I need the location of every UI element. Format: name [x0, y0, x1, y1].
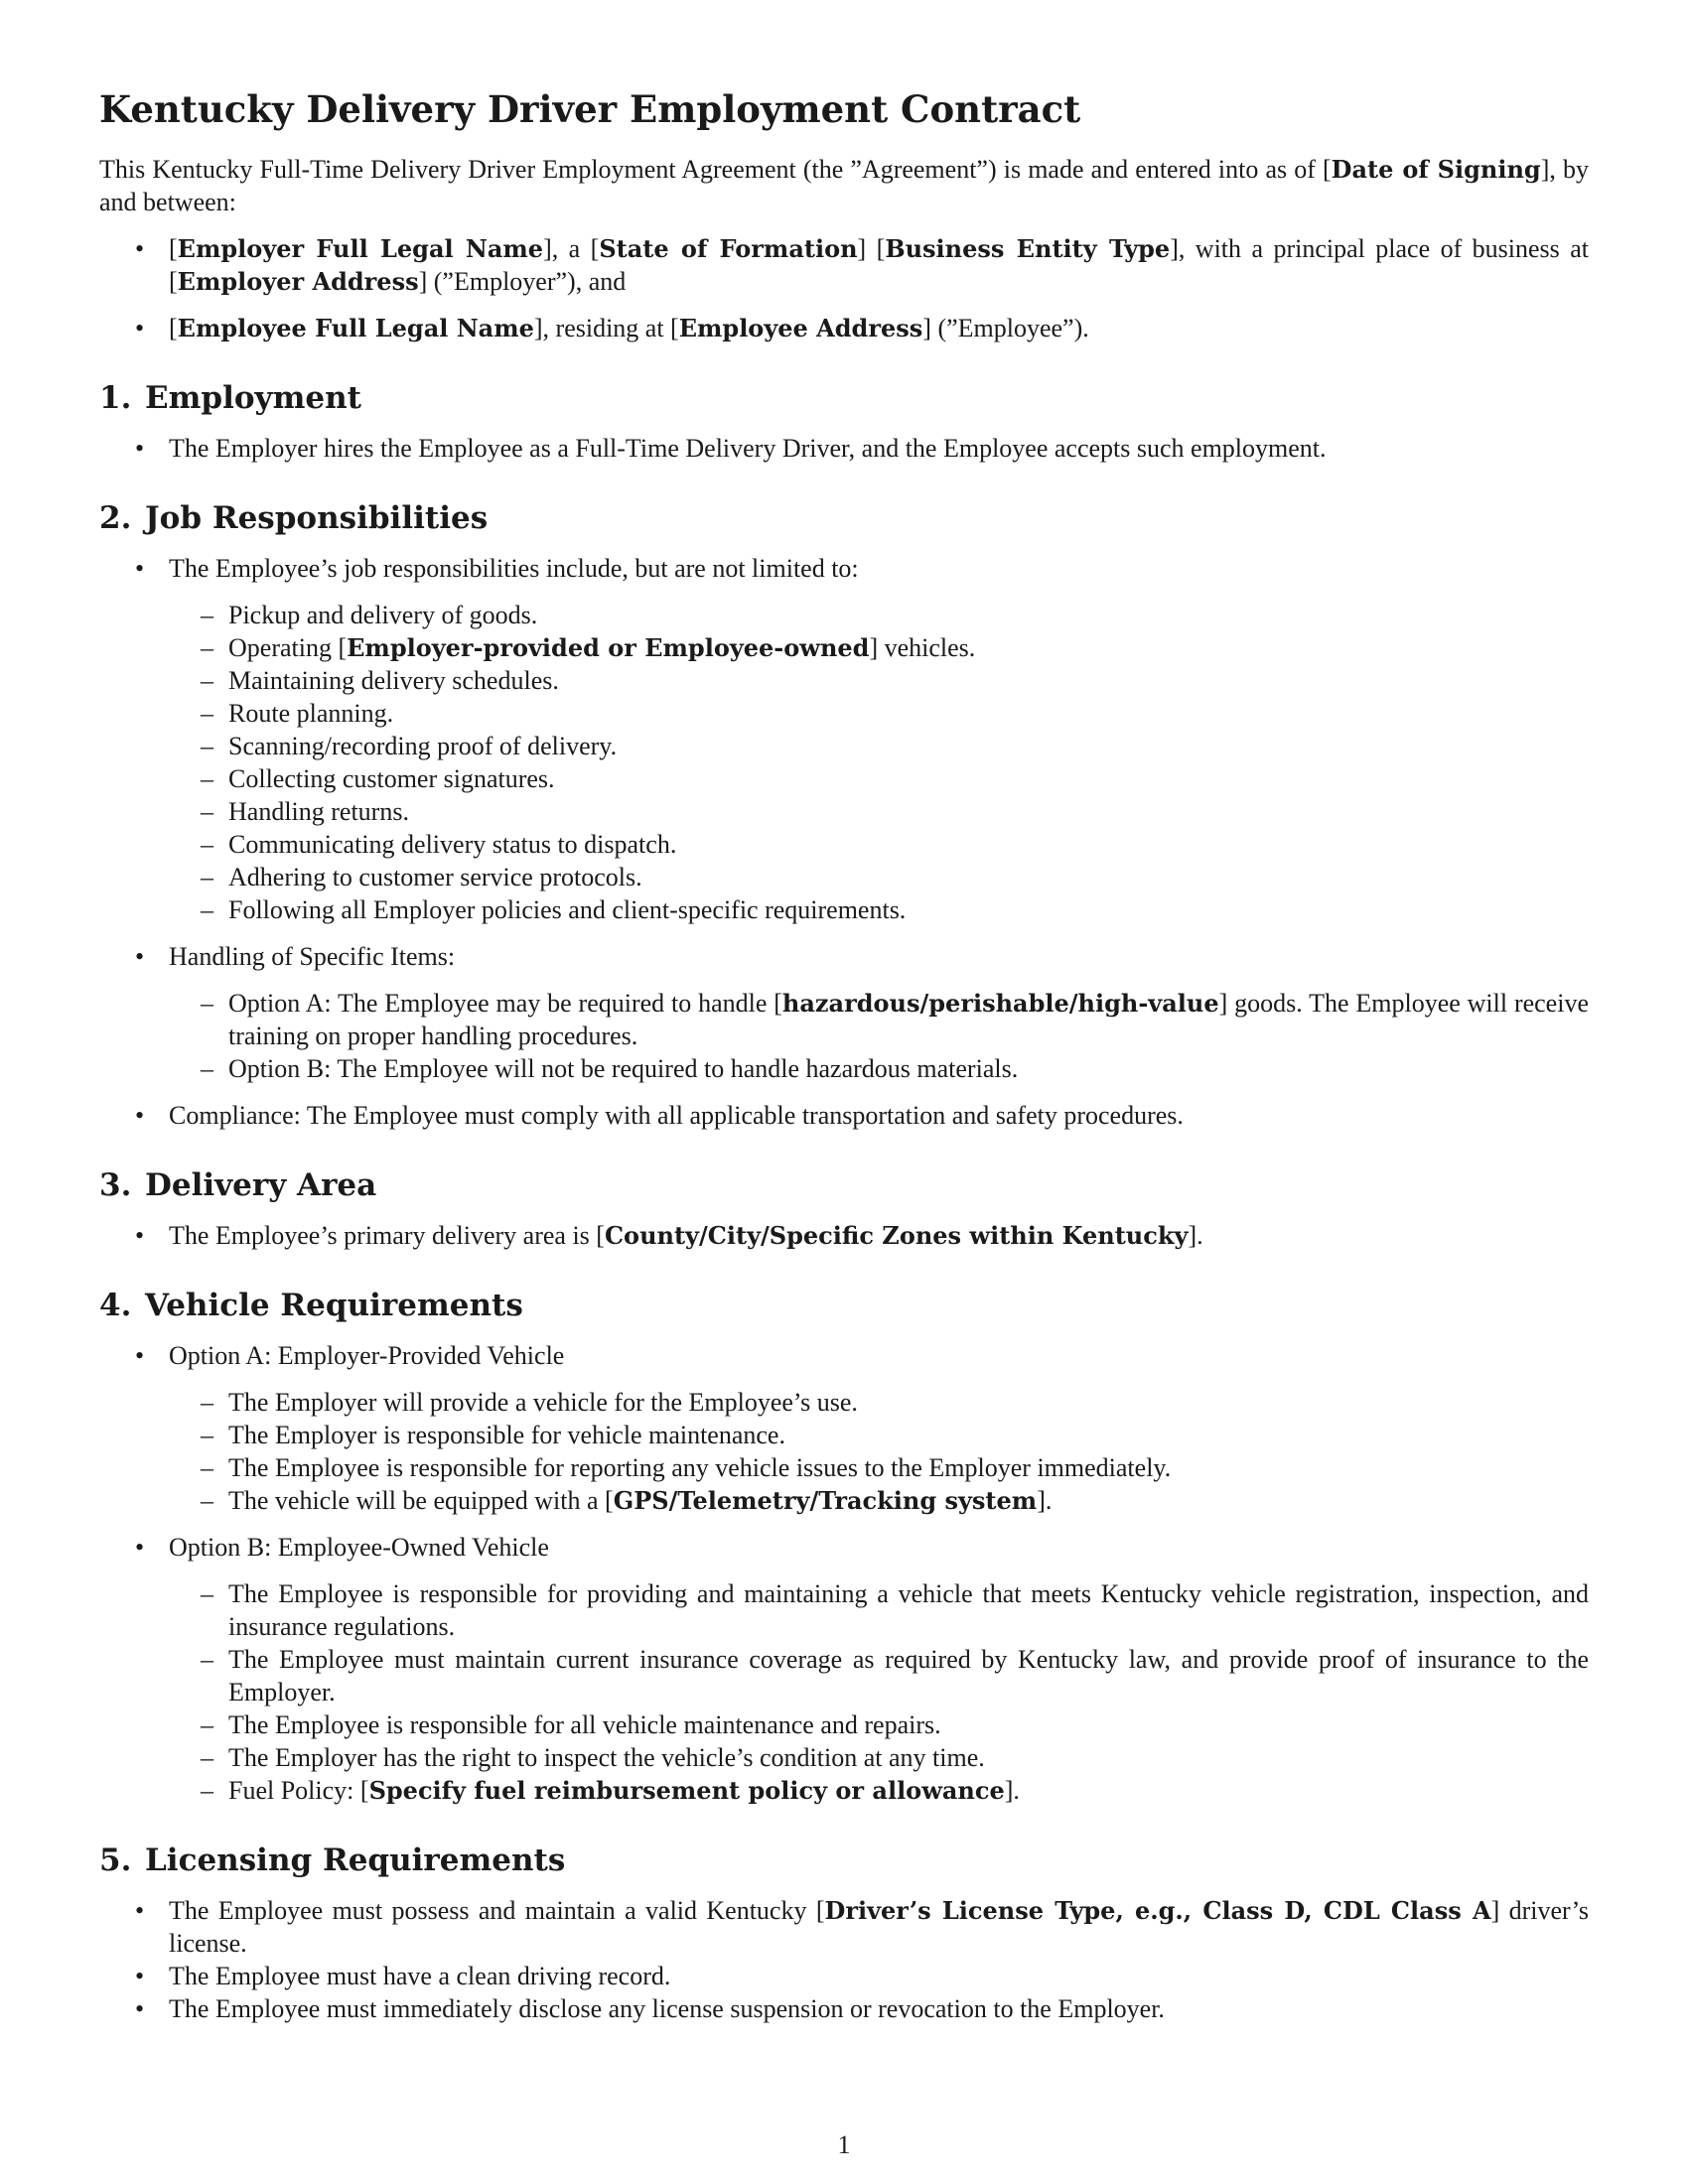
section-number: 2. [99, 500, 132, 537]
section-heading-job-responsibilities [99, 498, 1589, 538]
text: ]. [1188, 1221, 1203, 1251]
sub-item-text: – Maintaining delivery schedules. [228, 666, 559, 696]
sub-list-item [169, 893, 1589, 926]
list-item [99, 1894, 1589, 1960]
intro-text: This Kentucky Full-Time Delivery Driver Employment Agreement (the ”Agreement”) is made and entered into as of [ [99, 155, 1332, 185]
sub-item-text: – Pickup and delivery of goods. [228, 601, 538, 630]
sub-item-text: – The Employee must maintain current insurance coverage as required by Kentucky law, and provide proof of insurance to the Employer. [228, 1645, 1589, 1707]
text: ]. [1037, 1486, 1053, 1516]
entity-placeholder: Business Entity Type [885, 234, 1171, 264]
intro-paragraph [99, 153, 1589, 218]
sub-list-item [169, 1577, 1589, 1643]
section-heading-licensing-requirements [99, 1841, 1589, 1880]
list-item-text: • The Employee must immediately disclose any license suspension or revocation to the Employer. [169, 1994, 1165, 2024]
document-title: Kentucky Delivery Driver Employment Contract [99, 87, 1081, 131]
section-title: Job Responsibilities [145, 500, 489, 537]
sub-list-item [169, 1419, 1589, 1451]
text: The vehicle will be equipped with a [ [228, 1486, 614, 1516]
text: ] (”Employer”), and [418, 267, 627, 297]
sub-item-text: – The Employee is responsible for providing and maintaining a vehicle that meets Kentucky vehicle registration, inspection, and insurance regulations. [228, 1579, 1589, 1642]
state-placeholder: State of Formation [599, 234, 858, 264]
sub-list-item [169, 1451, 1589, 1484]
sub-list-item [169, 1741, 1589, 1774]
list-item [99, 432, 1589, 465]
sub-list-item [169, 1386, 1589, 1419]
employer-address-placeholder: Employer Address [177, 267, 419, 297]
text: ] goods. The Employee will receive training on proper handling procedures. [228, 989, 1589, 1051]
list-item-text: • Option B: Employee-Owned Vehicle [169, 1533, 549, 1563]
section-title: Vehicle Requirements [145, 1288, 523, 1324]
section-3-list [99, 1219, 1589, 1252]
option-b-list [169, 1577, 1589, 1807]
sub-list-item [169, 697, 1589, 730]
list-item-text: • The Employer hires the Employee as a Full-Time Delivery Driver, and the Employee accepts such employment. [169, 434, 1327, 464]
sub-list-item [169, 861, 1589, 893]
sub-list-item [169, 1484, 1589, 1517]
sub-list-item [169, 730, 1589, 762]
sub-list-item [169, 828, 1589, 861]
section-title: Licensing Requirements [145, 1843, 566, 1879]
page-number: 1 [837, 2130, 851, 2159]
text: ] driver’s license. [169, 1896, 1589, 1959]
sub-list-item [169, 631, 1589, 664]
sub-item-text: – Route planning. [228, 699, 394, 729]
sub-item-text: – Following all Employer policies and client-specific requirements. [228, 895, 907, 925]
sub-item-text: – Scanning/recording proof of delivery. [228, 732, 618, 761]
sub-item-text: – The Employer is responsible for vehicle maintenance. [228, 1421, 785, 1450]
section-number: 3. [99, 1167, 132, 1204]
section-4-list [99, 1339, 1589, 1807]
text: The Employee must possess and maintain a valid Kentucky [ [169, 1896, 825, 1926]
list-item [99, 552, 1589, 926]
list-item [99, 1992, 1589, 2025]
sub-item-text: – The Employer has the right to inspect the vehicle’s condition at any time. [228, 1743, 985, 1773]
list-item [99, 1099, 1589, 1132]
section-title: Delivery Area [145, 1167, 377, 1204]
list-item-text: • Compliance: The Employee must comply with all applicable transportation and safety procedures. [169, 1101, 1184, 1131]
section-number: 5. [99, 1843, 132, 1879]
list-item [99, 1219, 1589, 1252]
date-placeholder: Date of Signing [1331, 155, 1541, 185]
sub-item-text: – Option B: The Employee will not be required to handle hazardous materials. [228, 1054, 1019, 1084]
sub-item-text: – Handling returns. [228, 797, 409, 827]
text: ] vehicles. [869, 633, 976, 663]
list-item [99, 1339, 1589, 1517]
section-heading-vehicle-requirements [99, 1286, 1589, 1325]
vehicle-placeholder: Employer-provided or Employee-owned [347, 633, 870, 663]
text: [ [169, 314, 178, 343]
document-page [99, 87, 1589, 2025]
text: ] [ [857, 234, 886, 264]
goods-placeholder: hazardous/perishable/high-value [781, 989, 1219, 1019]
sub-list-item [169, 1643, 1589, 1708]
list-item [99, 1960, 1589, 1992]
text: ], residing at [ [533, 314, 679, 343]
employee-address-placeholder: Employee Address [678, 314, 923, 343]
tracking-placeholder: GPS/Telemetry/Tracking system [613, 1486, 1038, 1516]
employee-party [99, 312, 1589, 344]
text: ]. [1004, 1776, 1020, 1806]
sub-item-text: – Adhering to customer service protocols. [228, 863, 642, 892]
sub-list-item [169, 987, 1589, 1052]
sub-list-item [169, 1052, 1589, 1085]
sub-list-item [169, 1708, 1589, 1741]
section-heading-employment [99, 378, 1589, 418]
section-number: 1. [99, 380, 132, 417]
employer-name-placeholder: Employer Full Legal Name [177, 234, 544, 264]
sub-list-item [169, 762, 1589, 795]
list-item-text: • Option A: Employer-Provided Vehicle [169, 1341, 565, 1371]
sub-item-text: – The Employer will provide a vehicle for the Employee’s use. [228, 1388, 858, 1418]
parties-list [99, 232, 1589, 344]
list-item-text: • Handling of Specific Items: [169, 942, 456, 972]
sub-item-text: – Collecting customer signatures. [228, 764, 555, 794]
intro-text-end: ], by and between: [99, 155, 1589, 217]
license-placeholder: Driver’s License Type, e.g., Class D, CDL Class A [824, 1896, 1491, 1926]
sub-list-item [169, 795, 1589, 828]
sub-item-text: – The Employee is responsible for reporting any vehicle issues to the Employer immediately. [228, 1453, 1172, 1483]
text: The Employee’s primary delivery area is [ [169, 1221, 605, 1251]
list-item-text: • The Employee’s job responsibilities include, but are not limited to: [169, 554, 859, 584]
list-item [99, 1531, 1589, 1807]
text: ], a [ [543, 234, 600, 264]
handling-options-list [169, 987, 1589, 1085]
fuel-placeholder: Specify fuel reimbursement policy or allowance [368, 1776, 1005, 1806]
text: Operating [ [228, 633, 348, 663]
sub-item-text: – The Employee is responsible for all vehicle maintenance and repairs. [228, 1710, 941, 1740]
text: ], with a principal place of business at [ [169, 234, 1589, 297]
section-title: Employment [145, 380, 361, 417]
list-item [99, 940, 1589, 1085]
sub-list-item [169, 664, 1589, 697]
text: Option A: The Employee may be required to handle [ [228, 989, 782, 1019]
sub-list-item [169, 1774, 1589, 1807]
employee-name-placeholder: Employee Full Legal Name [177, 314, 534, 343]
section-5-list [99, 1894, 1589, 2025]
sub-item-text: – Communicating delivery status to dispatch. [228, 830, 677, 860]
section-heading-delivery-area [99, 1165, 1589, 1205]
duties-list [169, 599, 1589, 926]
text: ] (”Employee”). [922, 314, 1089, 343]
text: [ [169, 234, 178, 264]
area-placeholder: County/City/Specific Zones within Kentucky [604, 1221, 1189, 1251]
text: Fuel Policy: [ [228, 1776, 369, 1806]
employer-party [99, 232, 1589, 298]
list-item-text: • The Employee must have a clean driving record. [169, 1962, 671, 1991]
section-number: 4. [99, 1288, 132, 1324]
option-a-list [169, 1386, 1589, 1517]
section-1-list [99, 432, 1589, 465]
section-2-list [99, 552, 1589, 1132]
sub-list-item [169, 599, 1589, 631]
